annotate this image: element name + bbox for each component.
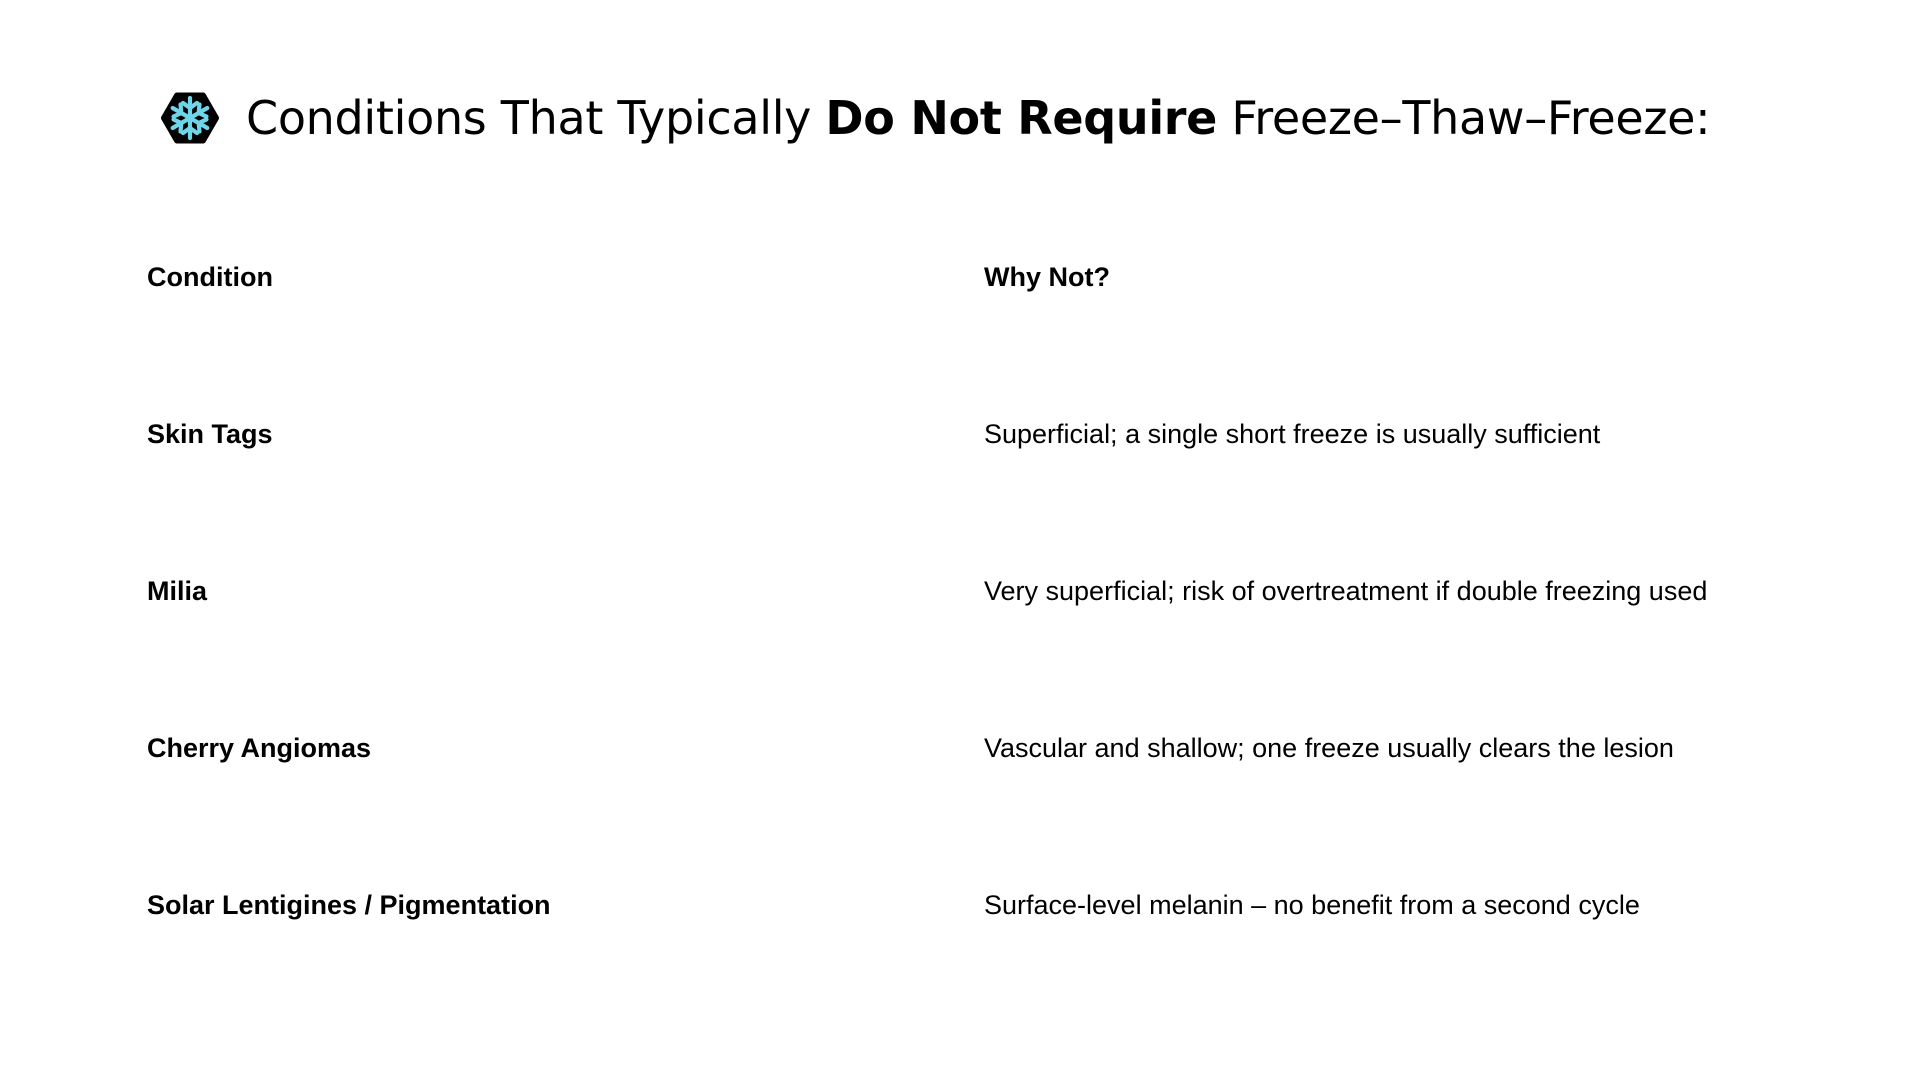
reason-cell: Superficial; a single short freeze is usually sufficient [984, 419, 1601, 449]
column-header-why-not: Why Not? [984, 262, 1110, 292]
condition-cell: Milia [147, 576, 208, 606]
reason-cell: Very superficial; risk of overtreatment if double freezing used [984, 576, 1708, 606]
reason-cell: Surface-level melanin – no benefit from a second cycle [984, 890, 1640, 920]
table-row [147, 723, 1787, 880]
condition-cell: Solar Lentigines / Pigmentation [147, 890, 551, 920]
table-row [147, 409, 1787, 566]
title-suffix: Freeze–Thaw–Freeze: [1217, 91, 1711, 145]
column-header-condition: Condition [147, 262, 273, 292]
table-row [147, 566, 1787, 723]
page-title [246, 91, 1711, 145]
condition-cell: Cherry Angiomas [147, 733, 372, 763]
condition-cell: Skin Tags [147, 419, 273, 449]
slide-title [158, 80, 1710, 156]
table-header-row [147, 252, 1787, 409]
table-row [147, 880, 1787, 1037]
snowflake-icon [158, 86, 222, 150]
title-emphasis: Do Not Require [825, 91, 1218, 145]
conditions-table [147, 252, 1787, 1037]
title-prefix: Conditions That Typically [246, 91, 826, 145]
reason-cell: Vascular and shallow; one freeze usually clears the lesion [984, 733, 1674, 763]
